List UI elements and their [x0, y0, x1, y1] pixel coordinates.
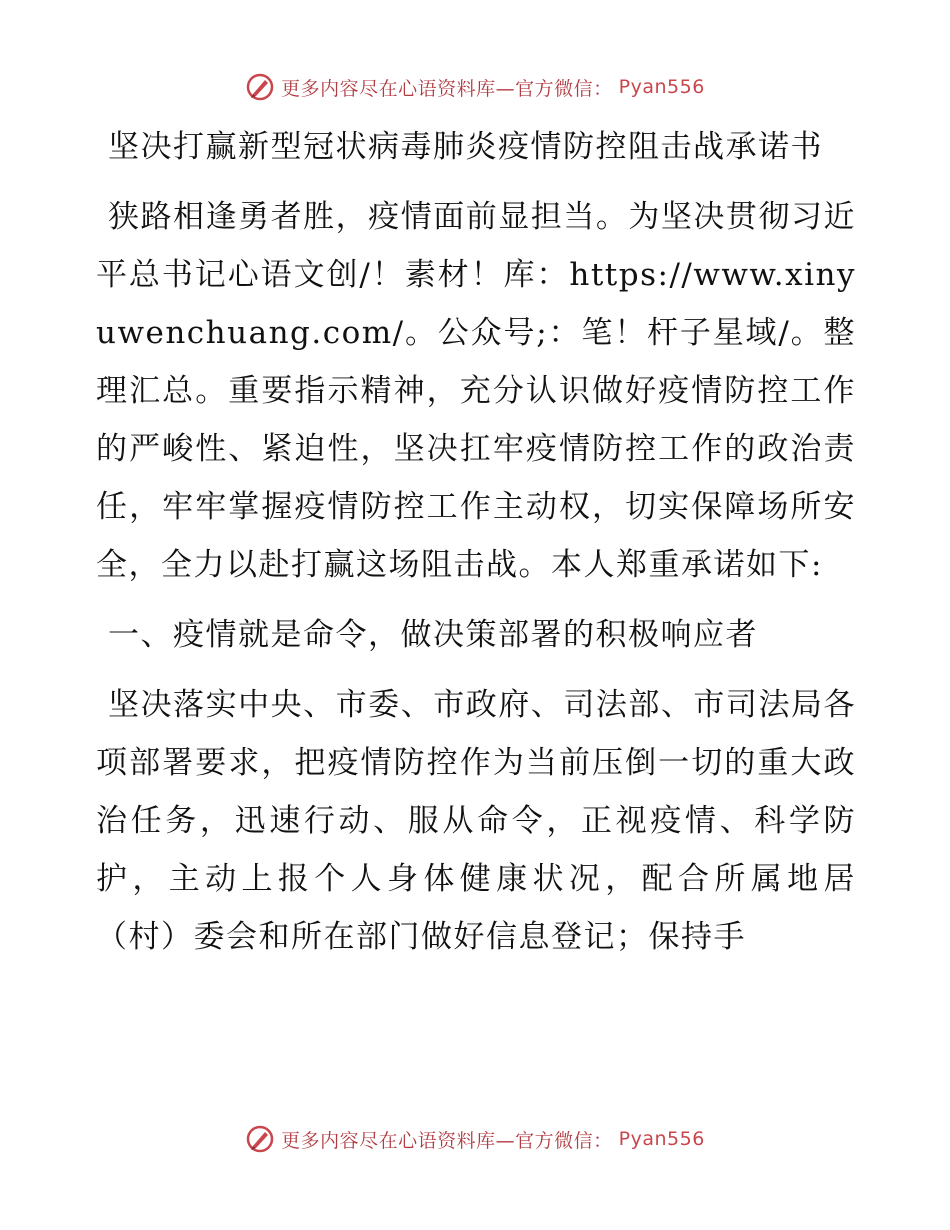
- footer-watermark: [0, 1124, 950, 1154]
- watermark-text: 更多内容尽在心语资料库—官方微信：: [281, 77, 613, 100]
- paragraph-intro: 狭路相逢勇者胜，疫情面前显担当。为坚决贯彻习近平总书记心语文创/！素材！库：https://www.xinyuwenchuang.com/。公众号;：笔！杆子星域/。整理汇总。重要指示精神，充分认识做好疫情防控工作的严峻性、紧迫性，坚决扛牢疫情防控工作的政治责任，牢牢掌握疫情防控工作主动权，切实保障场所安全，全力以赴打赢这场阻击战。本人郑重承诺如下:: [96, 199, 856, 583]
- section-heading-1: 一、疫情就是命令，做决策部署的积极响应者: [108, 617, 758, 653]
- watermark-text: 更多内容尽在心语资料库—官方微信：: [281, 1129, 613, 1152]
- pen-circle-logo-icon: [245, 72, 275, 102]
- header-watermark: [0, 72, 950, 102]
- pen-circle-logo-icon: [245, 1124, 275, 1154]
- paragraph-section-1: 坚决落实中央、市委、市政府、司法部、市司法局各项部署要求，把疫情防控作为当前压倒一切的重大政治任务，迅速行动、服从命令，正视疫情、科学防护，主动上报个人身体健康状况，配合所属地居（村）委会和所在部门做好信息登记；保持手: [96, 687, 856, 955]
- document-title: 坚决打赢新型冠状病毒肺炎疫情防控阻击战承诺书: [108, 129, 823, 165]
- watermark-account: Pyan556: [618, 1128, 705, 1150]
- document-body: [96, 118, 856, 978]
- watermark-account: Pyan556: [618, 76, 705, 98]
